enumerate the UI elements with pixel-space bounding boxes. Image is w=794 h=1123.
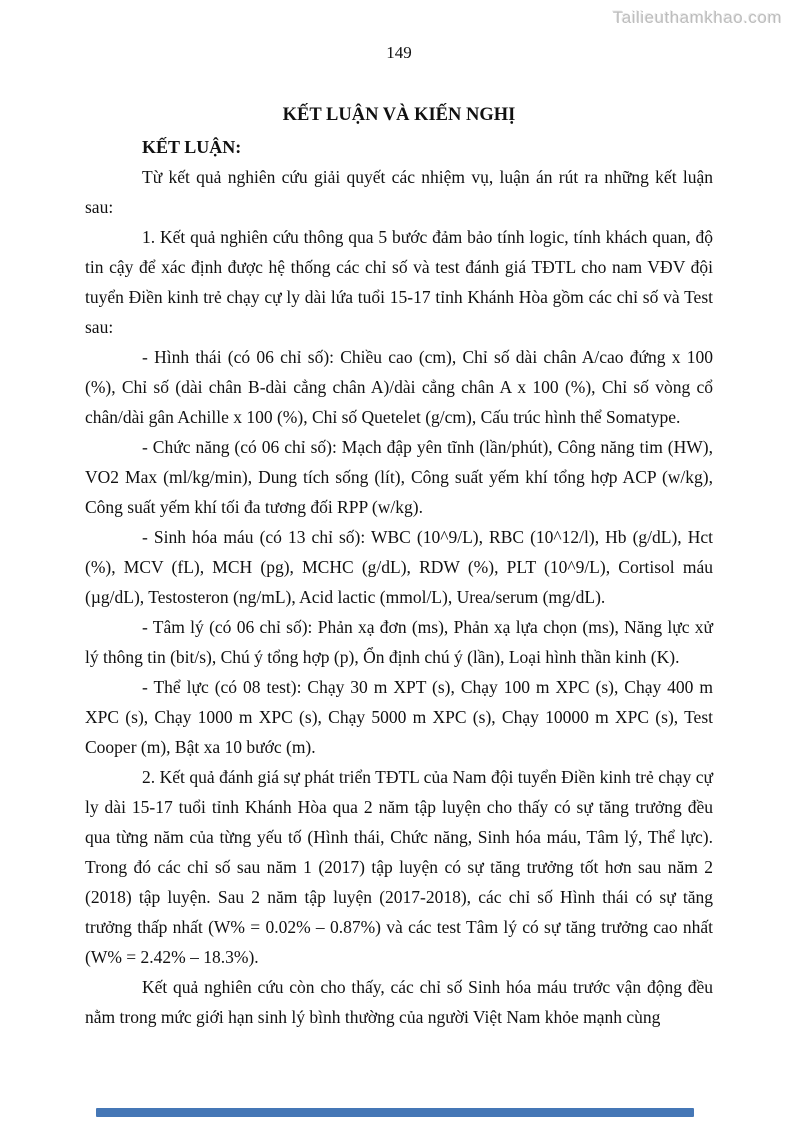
paragraph-conclusion-1: 1. Kết quả nghiên cứu thông qua 5 bước đảm bảo tính logic, tính khách quan, độ tin cậy để xác định được hệ thống các chỉ số và test đánh giá TĐTL cho nam VĐV đội tuyển Điền kinh trẻ chạy cự ly dài lứa tuổi 15-17 tỉnh Khánh Hòa gồm các chỉ số và Test sau: (85, 227, 713, 337)
watermark-text: Tailieuthamkhao.com (612, 8, 782, 27)
paragraph-intro: Từ kết quả nghiên cứu giải quyết các nhiệm vụ, luận án rút ra những kết luận sau: (85, 167, 713, 217)
page-content (85, 42, 713, 1032)
paragraph-conclusion-2: 2. Kết quả đánh giá sự phát triển TĐTL của Nam đội tuyển Điền kinh trẻ chạy cự ly dài 15-17 tuổi tỉnh Khánh Hòa qua 2 năm tập luyện cho thấy có sự tăng trưởng đều qua từng năm của từng yếu tố (Hình thái, Chức năng, Sinh hóa máu, Tâm lý, Thể lực). Trong đó các chỉ số sau năm 1 (2017) tập luyện có sự tăng trưởng tốt hơn sau năm 2 (2018) tập luyện. Sau 2 năm tập luyện (2017-2018), các chỉ số Hình thái có sự tăng trưởng thấp nhất (W% = 0.02% – 0.87%) và các test Tâm lý có sự tăng trưởng cao nhất (W% = 2.42% – 18.3%). (85, 767, 713, 967)
section-heading-ket-luan: KẾT LUẬN: (142, 137, 242, 157)
paragraph-chuc-nang: - Chức năng (có 06 chỉ số): Mạch đập yên tĩnh (lần/phút), Công năng tim (HW), VO2 Max (ml/kg/min), Dung tích sống (lít), Công suất yếm khí tổng hợp ACP (w/kg), Công suất yếm khí tối đa tương đối RPP (w/kg). (85, 437, 713, 517)
page-number: 149 (386, 43, 412, 62)
paragraph-sinh-hoa-mau: - Sinh hóa máu (có 13 chỉ số): WBC (10^9/L), RBC (10^12/l), Hb (g/dL), Hct (%), MCV (fL), MCH (pg), MCHC (g/dL), RDW (%), PLT (10^9/L), Cortisol máu (µg/dL), Testosteron (ng/mL), Acid lactic (mmol/L), Urea/serum (mg/dL). (85, 527, 713, 607)
paragraph-tam-ly: - Tâm lý (có 06 chỉ số): Phản xạ đơn (ms), Phản xạ lựa chọn (ms), Năng lực xử lý thông tin (bit/s), Chú ý tổng hợp (p), Ổn định chú ý (lần), Loại hình thần kinh (K). (85, 617, 713, 667)
paragraph-sinh-hoa-note: Kết quả nghiên cứu còn cho thấy, các chỉ số Sinh hóa máu trước vận động đều nằm trong mức giới hạn sinh lý bình thường của người Việt Nam khỏe mạnh cùng (85, 977, 713, 1027)
footer-bar (96, 1108, 694, 1117)
page-title: KẾT LUẬN VÀ KIẾN NGHỊ (282, 105, 516, 125)
paragraph-hinh-thai: - Hình thái (có 06 chỉ số): Chiều cao (cm), Chỉ số dài chân A/cao đứng x 100 (%), Chỉ số (dài chân B-dài cẳng chân A)/dài cẳng chân A x 100 (%), Chỉ số vòng cổ chân/dài gân Achille x 100 (%), Chỉ số Quetelet (g/cm), Cấu trúc hình thể Somatype. (85, 347, 713, 427)
paragraph-the-luc: - Thể lực (có 08 test): Chạy 30 m XPT (s), Chạy 100 m XPC (s), Chạy 400 m XPC (s), Chạy 1000 m XPC (s), Chạy 5000 m XPC (s), Chạy 10000 m XPC (s), Test Cooper (m), Bật xa 10 bước (m). (85, 677, 713, 757)
